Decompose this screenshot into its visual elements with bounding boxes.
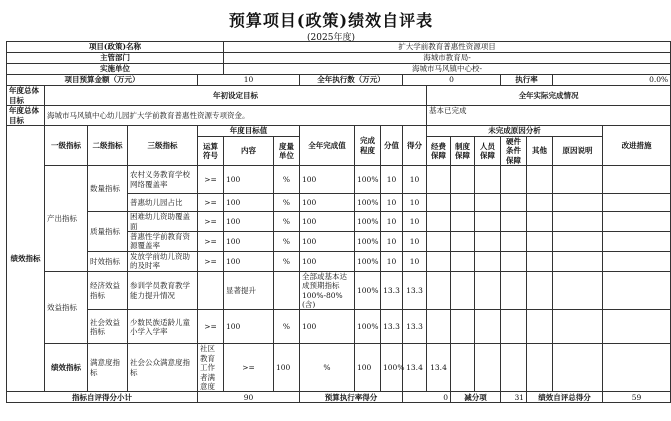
overall-goal-label-1: 年度总体目标 (7, 86, 45, 106)
col-r1: 经费保障 (427, 137, 451, 166)
col-actual: 全年完成值 (300, 126, 355, 166)
got-cell: 13.3 (403, 271, 427, 310)
row-footer (7, 392, 671, 403)
budget-value: 10 (198, 75, 300, 86)
got-cell: 10 (403, 212, 427, 232)
unit-cell: % (274, 251, 300, 271)
l3-cell: 发放学前幼儿资助的及时率 (128, 251, 198, 271)
degree-cell: 100% (355, 166, 381, 194)
actual-cell: 全部或基本达成预期指标100%-80%(含) (300, 271, 355, 310)
score-cell: 10 (381, 231, 403, 251)
col-level2: 二级指标 (88, 126, 128, 166)
actual-cell: 100 (300, 212, 355, 232)
content-cell: 显著提升 (224, 271, 274, 310)
op-cell (198, 271, 224, 310)
col-r5: 其他 (527, 137, 553, 166)
col-target-group: 年度目标值 (198, 126, 300, 137)
actual-cell: 100 (300, 251, 355, 271)
col-level1: 一级指标 (45, 126, 88, 166)
op-cell: >= (198, 194, 224, 212)
got-cell: 10 (403, 166, 427, 194)
col-got: 得分 (403, 126, 427, 166)
level1-effect: 效益指标 (45, 271, 88, 344)
op-cell: >= (198, 166, 224, 194)
level2-sat: 社会公众满意度指标 (128, 344, 198, 392)
table-row (7, 251, 671, 271)
row-budget (7, 75, 671, 86)
content-cell: 100 (274, 344, 300, 392)
level1-satisfy: 满意度指标 (88, 344, 128, 392)
l3-cell: 困难幼儿资助覆盖面 (128, 212, 198, 232)
level2-social: 社会效益指标 (88, 310, 128, 344)
unit-cell: % (274, 194, 300, 212)
row-dept (7, 53, 671, 64)
op-cell: >= (198, 251, 224, 271)
unit-cell: % (300, 344, 355, 392)
content-cell: 100 (224, 194, 274, 212)
degree-cell: 100% (381, 344, 403, 392)
unit-cell (274, 271, 300, 310)
subtotal-label: 指标自评得分小计 (7, 392, 198, 403)
l3-cell: 普惠幼儿园占比 (128, 194, 198, 212)
col-improve: 改进措施 (603, 126, 671, 166)
budget-score-label: 预算执行率得分 (300, 392, 403, 403)
got-cell: 10 (403, 251, 427, 271)
col-content: 内容 (224, 137, 274, 166)
unit-cell: % (274, 166, 300, 194)
dept-label: 主管部门 (7, 53, 224, 64)
table-row (7, 310, 671, 344)
perf-label-left: 绩效指标 (7, 126, 45, 392)
l3-cell: 农村义务教育学校网络覆盖率 (128, 166, 198, 194)
table-row (7, 344, 671, 392)
col-r4: 硬件条件保障 (501, 137, 527, 166)
got-cell: 10 (403, 194, 427, 212)
col-r3: 人员保障 (475, 137, 501, 166)
unit-cell: % (274, 310, 300, 344)
content-cell: 100 (224, 310, 274, 344)
actual-cell: 100 (300, 194, 355, 212)
perf-label-left-2: 绩效指标 (45, 344, 88, 392)
op-cell: >= (198, 231, 224, 251)
row-col-header-1 (7, 126, 671, 137)
evaluation-table (6, 41, 671, 403)
content-cell: 100 (224, 231, 274, 251)
actual-goal-text: 基本已完成 (427, 106, 671, 126)
got-cell: 13.4 (427, 344, 451, 392)
unit-label: 实施单位 (7, 64, 224, 75)
project-name-label: 项目(政策)名称 (7, 42, 224, 53)
page-title: 预算项目(政策)绩效自评表 (228, 11, 434, 30)
score-cell: 10 (381, 166, 403, 194)
l3-cell: 参训学员教育教学能力提升情况 (128, 271, 198, 310)
level2-qual: 质量指标 (88, 212, 128, 252)
l3-cell: 少数民族适龄儿童小学入学率 (128, 310, 198, 344)
actual-cell: 100 (355, 344, 381, 392)
initial-goal-text: 海城市马风镇中心幼儿园扩大学前教育普惠性资源专项资金。 (45, 106, 427, 126)
deduct-label: 减分项 (451, 392, 501, 403)
total-label: 绩效自评总得分 (527, 392, 603, 403)
project-name-value: 扩大学前教育普惠性资源项目 (224, 42, 671, 53)
table-row (7, 271, 671, 310)
col-op: 运算符号 (198, 137, 224, 166)
row-project-name (7, 42, 671, 53)
budget-score-value: 0 (403, 392, 451, 403)
got-cell: 10 (403, 231, 427, 251)
unit-cell: % (274, 231, 300, 251)
content-cell: 100 (224, 212, 274, 232)
unit-value: 海城市马风镇中心校- (224, 64, 671, 75)
actual-cell: 100 (300, 166, 355, 194)
col-score: 分值 (381, 126, 403, 166)
level2-time: 时效指标 (88, 251, 128, 271)
unit-cell: % (274, 212, 300, 232)
got-cell: 13.3 (403, 310, 427, 344)
exec-amount-label: 全年执行数（万元） (300, 75, 403, 86)
row-goal-header (7, 86, 671, 106)
col-r2: 制度保障 (451, 137, 475, 166)
l3-cell: 普惠性学前教育资源覆盖率 (128, 231, 198, 251)
degree-cell: 100% (355, 271, 381, 310)
actual-cell: 100 (300, 231, 355, 251)
degree-cell: 100% (355, 212, 381, 232)
degree-cell: 100% (355, 194, 381, 212)
level2-qty: 数量指标 (88, 166, 128, 212)
col-reason-group: 未完成原因分析 (427, 126, 603, 137)
op-cell: >= (224, 344, 274, 392)
row-unit (7, 64, 671, 75)
content-cell: 100 (224, 251, 274, 271)
year-label: (2025年度) (307, 33, 355, 43)
score-cell: 13.4 (403, 344, 427, 392)
overall-goal-label-2: 年度总体目标 (7, 106, 45, 126)
deduct-value: 31 (501, 392, 527, 403)
col-unit: 度量单位 (274, 137, 300, 166)
score-cell: 10 (381, 194, 403, 212)
degree-cell: 100% (355, 231, 381, 251)
exec-amount-value: 0 (403, 75, 501, 86)
level1-output: 产出指标 (45, 166, 88, 272)
table-row (7, 166, 671, 194)
dept-value: 海城市教育局- (224, 53, 671, 64)
level2-econ: 经济效益指标 (88, 271, 128, 310)
degree-cell: 100% (355, 251, 381, 271)
exec-rate-label: 执行率 (501, 75, 553, 86)
budget-label: 项目预算金额（万元） (7, 75, 198, 86)
op-cell: >= (198, 212, 224, 232)
score-cell: 10 (381, 251, 403, 271)
score-cell: 10 (381, 212, 403, 232)
degree-cell: 100% (355, 310, 381, 344)
score-cell: 13.3 (381, 271, 403, 310)
exec-rate-value: 0.0% (553, 75, 671, 86)
row-goal-text (7, 106, 671, 126)
table-row (7, 212, 671, 232)
content-cell: 100 (224, 166, 274, 194)
initial-goal-label: 年初设定目标 (45, 86, 427, 106)
col-r6: 原因说明 (553, 137, 603, 166)
col-degree: 完成程度 (355, 126, 381, 166)
subtotal-value: 90 (198, 392, 300, 403)
col-level3: 三级指标 (128, 126, 198, 166)
op-cell: >= (198, 310, 224, 344)
total-value: 59 (603, 392, 671, 403)
actual-goal-label: 全年实际完成情况 (427, 86, 671, 106)
l3-cell: 社区教育工作者满意度 (198, 344, 224, 392)
actual-cell: 100 (300, 310, 355, 344)
score-cell: 13.3 (381, 310, 403, 344)
